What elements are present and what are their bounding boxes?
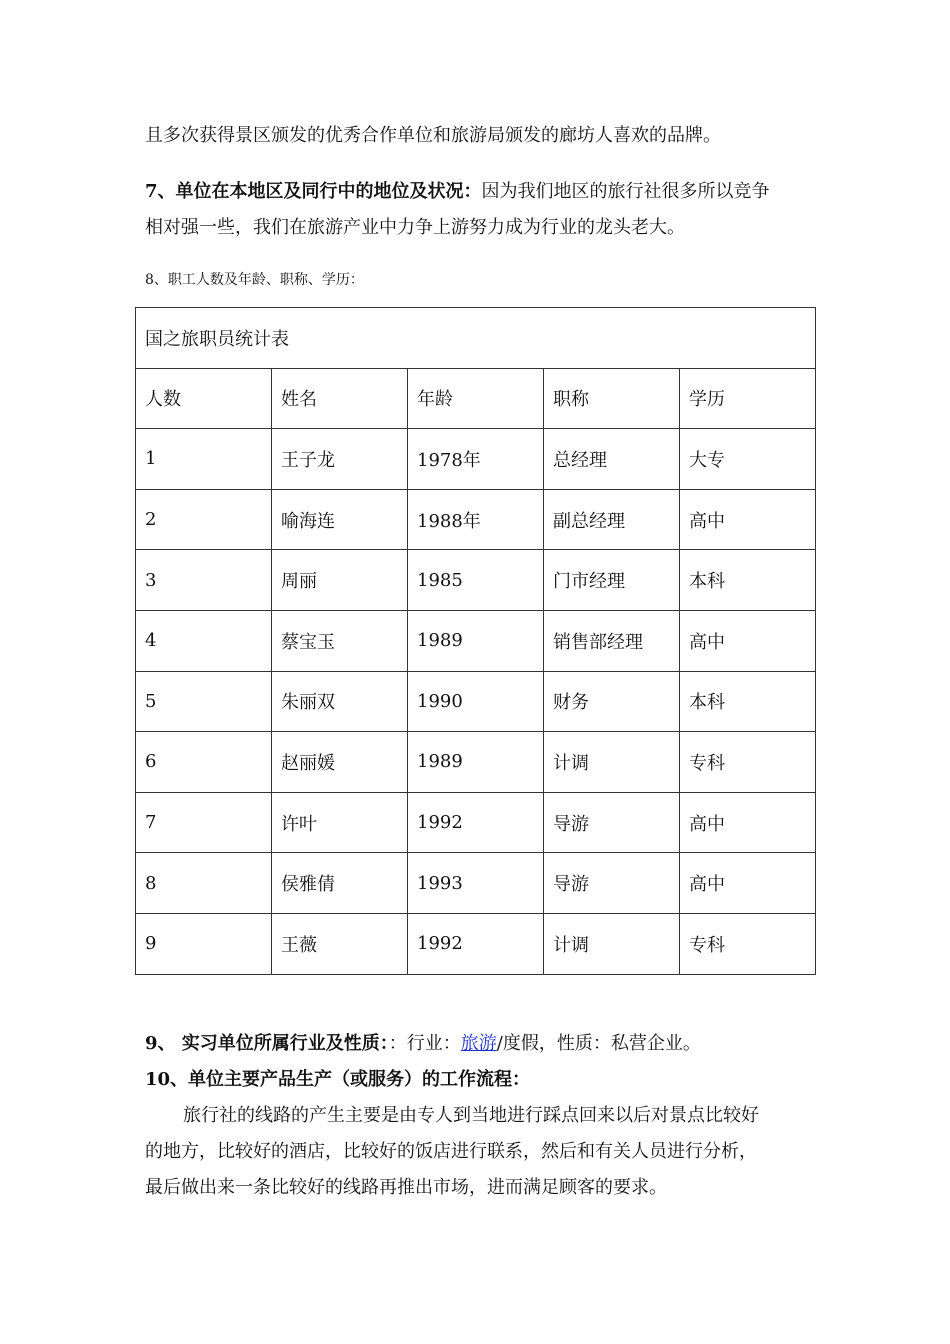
cell-name: 侯雅倩 xyxy=(272,853,408,914)
cell-education: 本科 xyxy=(680,671,816,732)
cell-age: 1989 xyxy=(408,732,544,793)
cell-count: 6 xyxy=(136,732,272,793)
cell-name: 许叶 xyxy=(272,792,408,853)
staff-table xyxy=(135,307,816,975)
cell-education: 本科 xyxy=(680,550,816,611)
table-row xyxy=(136,732,816,793)
cell-count: 7 xyxy=(136,792,272,853)
cell-count: 9 xyxy=(136,913,272,974)
section9-heading: 9、 实习单位所属行业及性质： xyxy=(145,1033,389,1054)
cell-name: 周丽 xyxy=(272,550,408,611)
section10-heading: 10、单位主要产品生产（或服务）的工作流程： xyxy=(145,1069,531,1090)
section10-para-line3: 最后做出来一条比较好的线路再推出市场，进而满足顾客的要求。 xyxy=(145,1177,667,1198)
intro-line: 且多次获得景区颁发的优秀合作单位和旅游局颁发的廊坊人喜欢的品牌。 xyxy=(145,125,721,146)
cell-name: 蔡宝玉 xyxy=(272,610,408,671)
section7-line1 xyxy=(145,174,825,210)
cell-education: 高中 xyxy=(680,792,816,853)
cell-title: 计调 xyxy=(544,732,680,793)
cell-count: 5 xyxy=(136,671,272,732)
cell-name: 喻海连 xyxy=(272,489,408,550)
cell-name: 王薇 xyxy=(272,913,408,974)
table-row xyxy=(136,429,816,490)
cell-name: 朱丽双 xyxy=(272,671,408,732)
section10-para-line2: 的地方，比较好的酒店，比较好的饭店进行联系，然后和有关人员进行分析， xyxy=(145,1141,757,1162)
cell-age: 1985 xyxy=(408,550,544,611)
table-row xyxy=(136,792,816,853)
table-header-row xyxy=(136,368,816,429)
cell-education: 专科 xyxy=(680,732,816,793)
section9-text-pre: ：行业： xyxy=(388,1033,461,1054)
table-caption: 国之旅职员统计表 xyxy=(136,308,816,369)
cell-age: 1978年 xyxy=(408,429,544,490)
cell-education: 专科 xyxy=(680,913,816,974)
cell-title: 导游 xyxy=(544,853,680,914)
cell-age: 1992 xyxy=(408,792,544,853)
table-row xyxy=(136,853,816,914)
header-education: 学历 xyxy=(680,368,816,429)
cell-title: 总经理 xyxy=(544,429,680,490)
cell-age: 1992 xyxy=(408,913,544,974)
cell-name: 赵丽媛 xyxy=(272,732,408,793)
cell-education: 高中 xyxy=(680,489,816,550)
header-title: 职称 xyxy=(544,368,680,429)
section9-text-post: /度假，性质：私营企业。 xyxy=(496,1033,701,1054)
cell-title: 销售部经理 xyxy=(544,610,680,671)
cell-education: 高中 xyxy=(680,610,816,671)
cell-age: 1990 xyxy=(408,671,544,732)
header-count: 人数 xyxy=(136,368,272,429)
section7-line2: 相对强一些，我们在旅游产业中力争上游努力成为行业的龙头老大。 xyxy=(145,217,685,238)
cell-count: 2 xyxy=(136,489,272,550)
cell-count: 1 xyxy=(136,429,272,490)
table-row xyxy=(136,671,816,732)
cell-age: 1989 xyxy=(408,610,544,671)
cell-age: 1988年 xyxy=(408,489,544,550)
table-row xyxy=(136,489,816,550)
cell-title: 计调 xyxy=(544,913,680,974)
table-row xyxy=(136,610,816,671)
table-caption-row xyxy=(136,308,816,369)
cell-title: 副总经理 xyxy=(544,489,680,550)
section8-heading: 8、职工人数及年龄、职称、学历： xyxy=(145,272,364,288)
cell-title: 财务 xyxy=(544,671,680,732)
cell-count: 8 xyxy=(136,853,272,914)
header-name: 姓名 xyxy=(272,368,408,429)
cell-education: 高中 xyxy=(680,853,816,914)
header-age: 年龄 xyxy=(408,368,544,429)
cell-title: 导游 xyxy=(544,792,680,853)
tourism-link[interactable]: 旅游 xyxy=(460,1033,497,1054)
section9-line xyxy=(145,1026,825,1062)
table-row xyxy=(136,550,816,611)
section10-para-line1: 旅行社的线路的产生主要是由专人到当地进行踩点回来以后对景点比较好 xyxy=(183,1105,759,1126)
cell-name: 王子龙 xyxy=(272,429,408,490)
cell-age: 1993 xyxy=(408,853,544,914)
cell-education: 大专 xyxy=(680,429,816,490)
cell-count: 4 xyxy=(136,610,272,671)
section7-text-a: 因为我们地区的旅行社很多所以竞争 xyxy=(481,181,770,202)
cell-count: 3 xyxy=(136,550,272,611)
table-row xyxy=(136,913,816,974)
cell-title: 门市经理 xyxy=(544,550,680,611)
section7-heading: 7、单位在本地区及同行中的地位及状况： xyxy=(145,181,482,202)
